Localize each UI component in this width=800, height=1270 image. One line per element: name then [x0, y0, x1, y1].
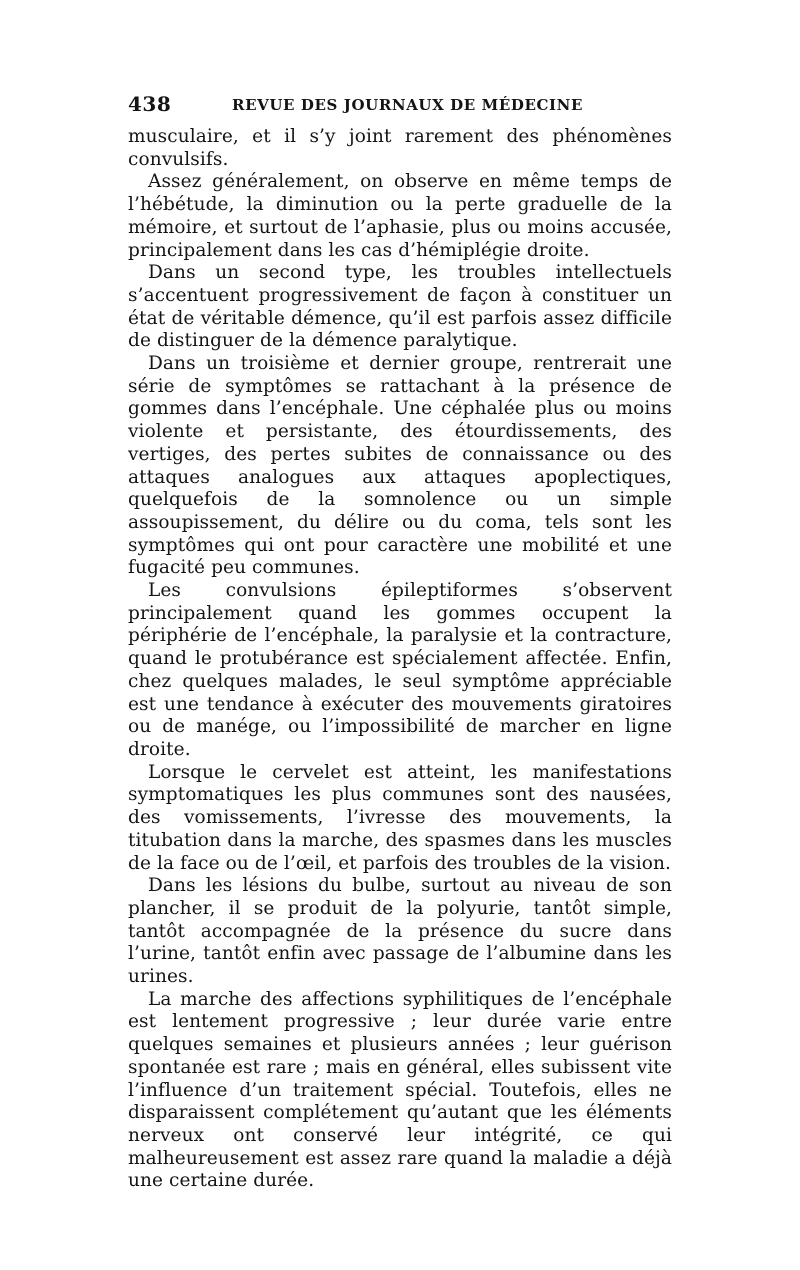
page-number: 438 — [128, 92, 172, 116]
paragraph-hebetude: Assez généralement, on observe en même temps de l’hébétude, la diminution ou la perte graduelle de la mémoire, et surtout de l’aphasie, plus ou moins accusée, principalement dans les cas d’hémiplégie droite. — [128, 171, 672, 261]
paragraph-marche: La marche des affections syphilitiques de l’encéphale est lentement progressive ; leur durée varie entre quelques semaines et plusieurs années ; leur guérison spontanée est rare ; mais en général, elles subissent vite l’influence d’un traitement spécial. Toutefois, elles ne disparaissent complétement qu’autant que les éléments nerveux ont conservé leur intégrité, ce qui malheureusement est assez rare quand la maladie a déjà une certaine durée. — [128, 988, 672, 1192]
body-text — [128, 126, 672, 1193]
paragraph-third-group: Dans un troisième et dernier groupe, rentrerait une série de symptômes se rattachant à la présence de gommes dans l’encéphale. Une céphalée plus ou moins violente et persistante, des étourdissements, des vertiges, des pertes subites de connaissance ou des attaques analogues aux attaques apoplectiques, quelquefois de la somnolence ou un simple assoupissement, du délire ou du coma, tels sont les symptômes qui ont pour caractère une mobilité et une fugacité peu communes. — [128, 353, 672, 579]
paragraph-convulsions: Les convulsions épileptiformes s’observent principalement quand les gommes occupent la périphérie de l’encéphale, la paralysie et la contracture, quand le protubérance est spécialement affectée. Enfin, chez quelques malades, le seul symptôme appréciable est une tendance à exécuter des mouvements giratoires ou de manége, ou l’impossibilité de marcher en ligne droite. — [128, 580, 672, 760]
paragraph-second-type: Dans un second type, les troubles intellectuels s’accentuent progressivement de façon à constituer un état de véritable démence, qu’il est parfois assez difficile de distinguer de la démence paralytique. — [128, 262, 672, 352]
paragraph-cervelet: Lorsque le cervelet est atteint, les manifestations symptomatiques les plus communes sont des nausées, des vomissements, l’ivresse des mouvements, la titubation dans la marche, des spasmes dans les muscles de la face ou de l’œil, et parfois des troubles de la vision. — [128, 761, 672, 874]
book-page — [128, 92, 672, 1193]
running-title: REVUE DES JOURNAUX DE MÉDECINE — [232, 96, 584, 114]
paragraph-bulbe: Dans les lésions du bulbe, surtout au niveau de son plancher, il se produit de la polyurie, tantôt simple, tantôt accompagnée de la présence du sucre dans l’urine, tantôt enfin avec passage de l’albumine dans les urines. — [128, 875, 672, 988]
paragraph-continued: musculaire, et il s’y joint rarement des phénomènes convulsifs. — [128, 126, 672, 170]
page-header — [128, 92, 672, 122]
